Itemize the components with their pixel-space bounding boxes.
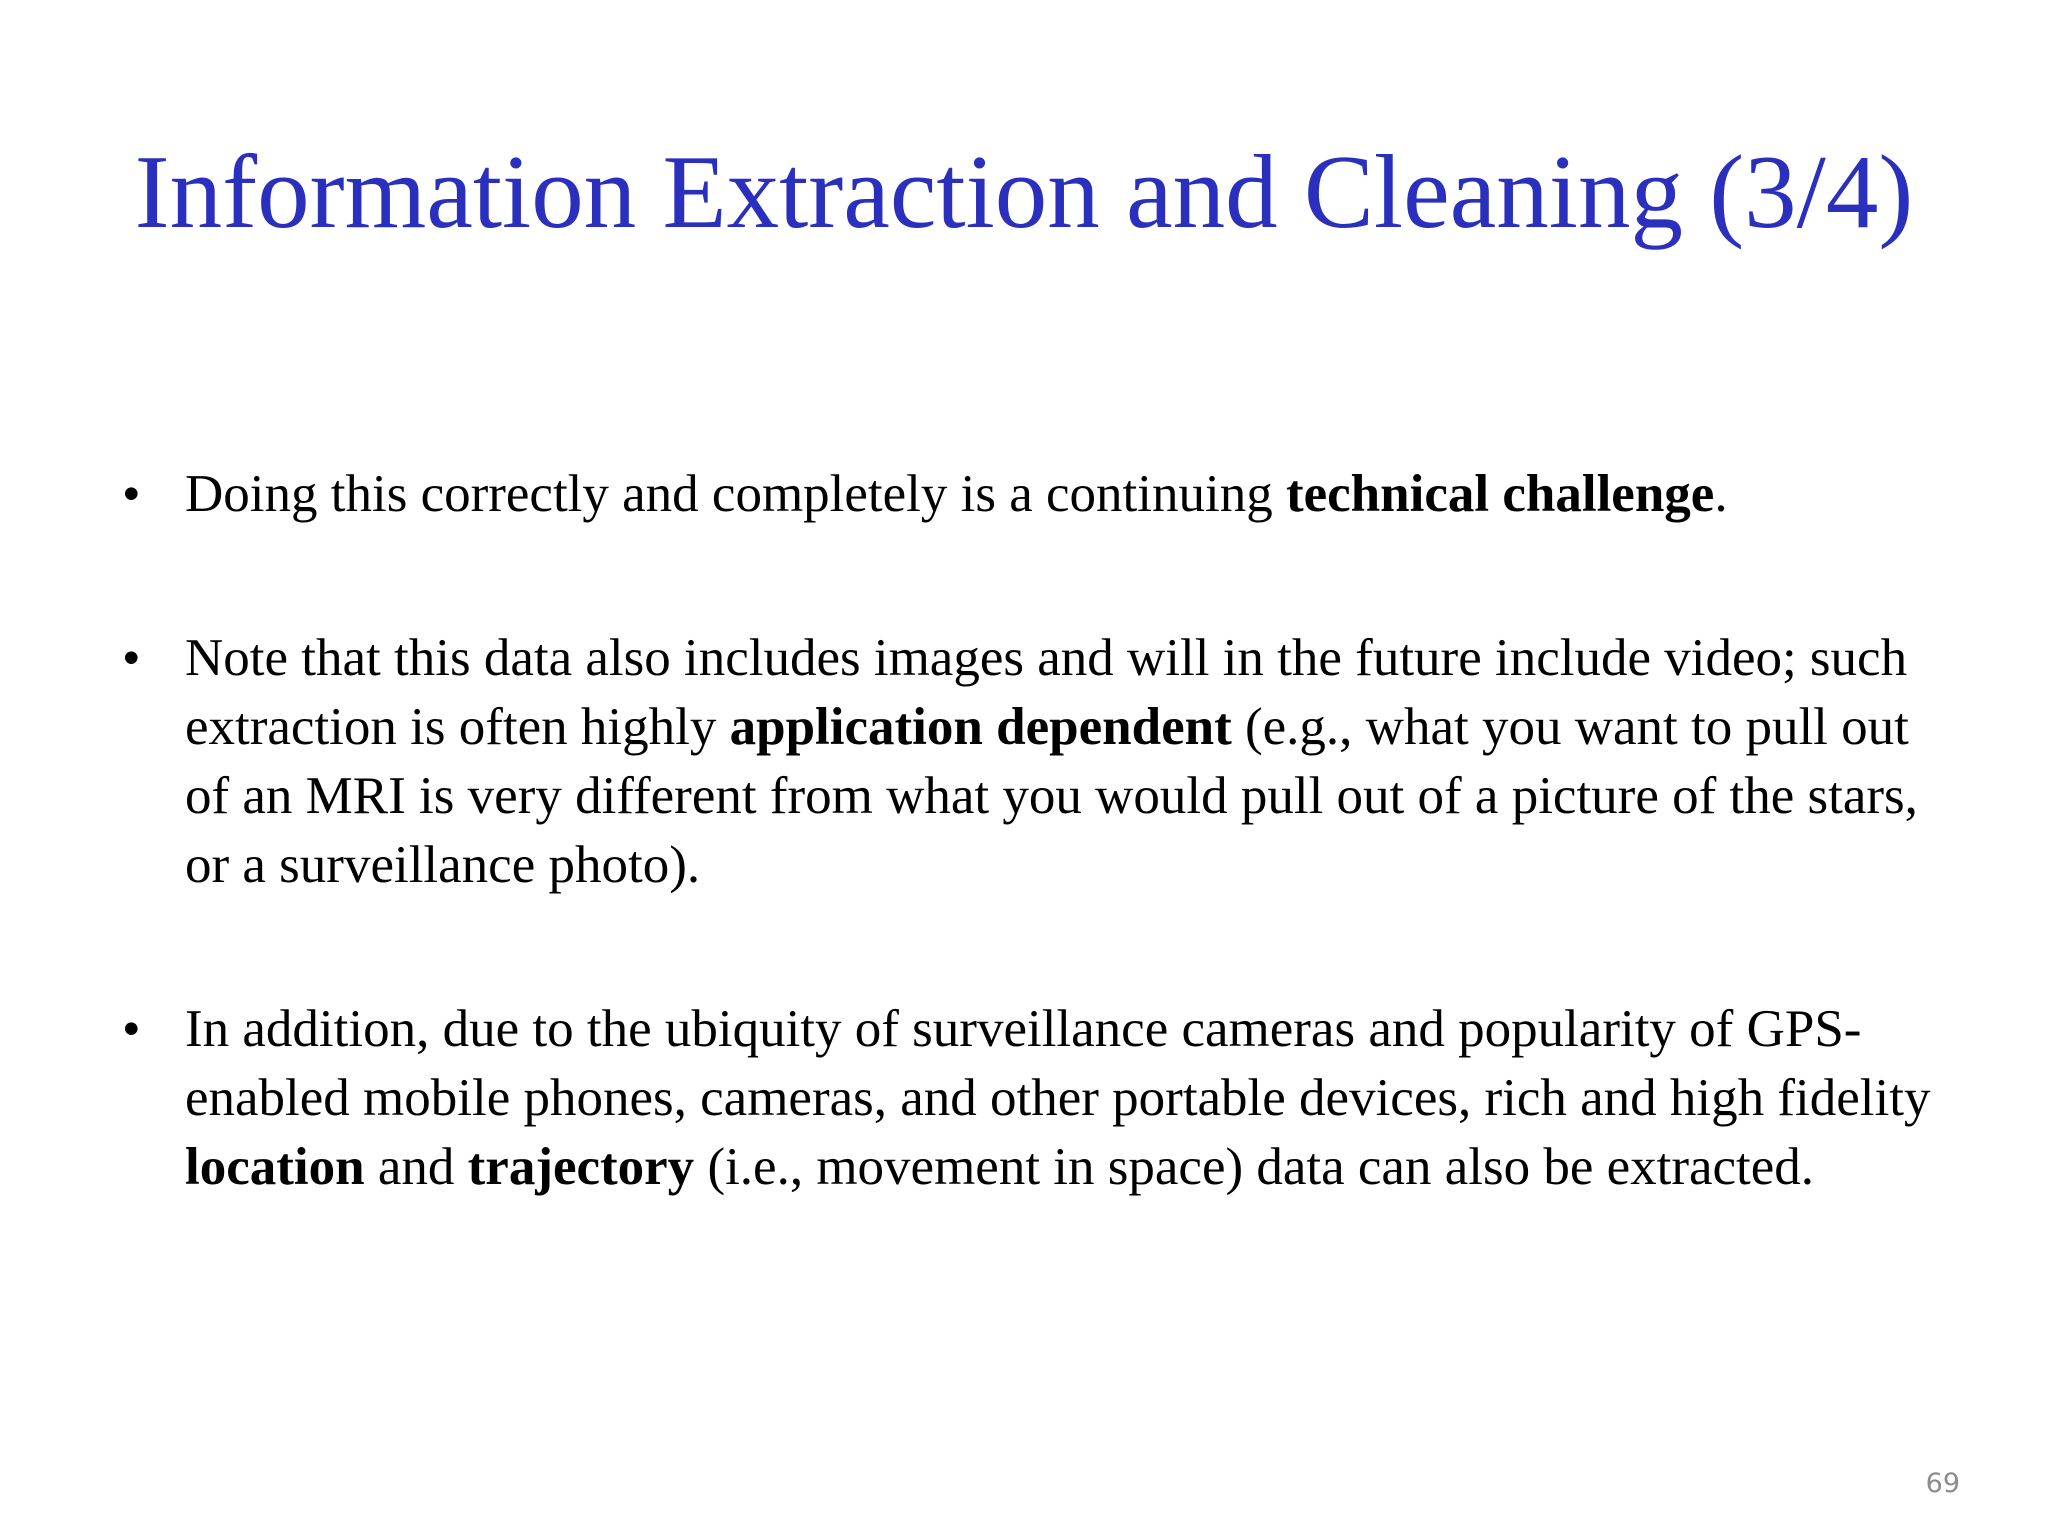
text-segment: . — [1714, 465, 1728, 523]
bullet-marker: • — [122, 1000, 141, 1058]
text-segment: and — [364, 1138, 468, 1196]
bullet-text — [185, 465, 1728, 523]
slide-title: Information Extraction and Cleaning (3/4) — [134, 133, 1914, 250]
bullet-item — [122, 995, 1952, 1202]
bullet-item — [122, 624, 1952, 900]
bold-text-segment: location — [185, 1138, 365, 1196]
bold-text-segment: application dependent — [729, 698, 1232, 756]
page-number: 69 — [1925, 1468, 1960, 1499]
text-segment: In addition, due to the ubiquity of surveillance cameras and popularity of GPS-enabled mobile phones, cameras, and other portable devices, rich and high fidelity — [185, 1000, 1931, 1127]
bullet-text — [185, 1000, 1930, 1196]
bullet-text — [185, 629, 1918, 894]
text-segment: Note that this data also includes images and will in the future include video; such extraction is often highly — [185, 629, 1908, 756]
text-segment: (e.g., what you want to pull out of an MRI is very different from what you would pull out of a picture of the stars, or a surveillance photo). — [185, 698, 1918, 894]
text-segment: Doing this correctly and completely is a continuing — [185, 465, 1286, 523]
bullet-marker: • — [122, 465, 141, 523]
bullet-list — [122, 460, 1952, 1202]
text-segment: (i.e., movement in space) data can also be extracted. — [694, 1138, 1815, 1196]
bullet-item — [122, 460, 1952, 529]
bold-text-segment: trajectory — [467, 1138, 695, 1196]
bold-text-segment: technical challenge — [1285, 465, 1715, 523]
bullet-marker: • — [122, 629, 141, 687]
